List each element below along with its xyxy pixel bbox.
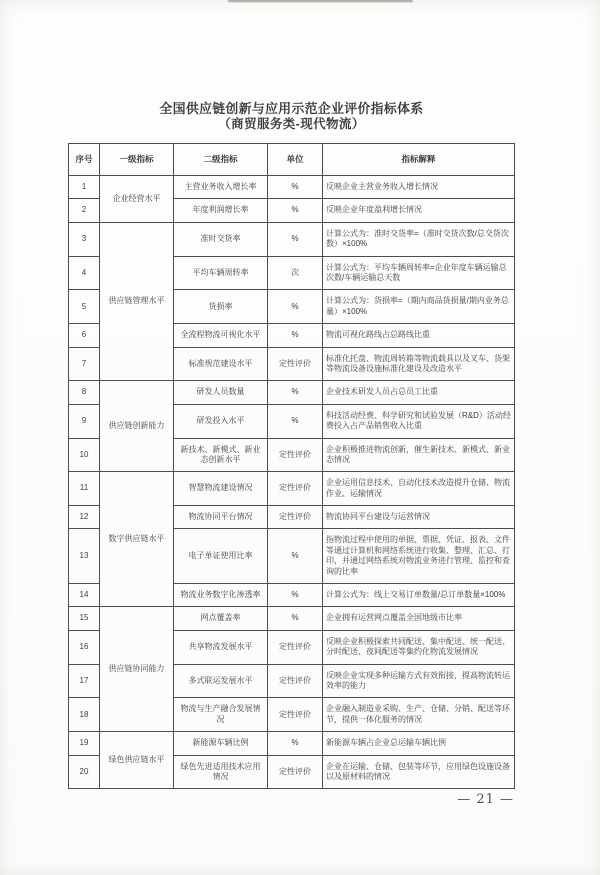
unit-cell: 定性评价 [268,664,323,698]
header-explanation: 指标解释 [323,144,515,176]
row-number: 15 [69,607,100,630]
explanation-cell: 企业技术研发人员占总员工比重 [323,381,515,404]
row-number: 19 [69,732,100,755]
page-number: — 21 — [457,792,514,807]
explanation-cell: 计算公式为：线上交易订单数量/总订单数量×100% [323,584,515,607]
unit-cell: 定性评价 [268,698,323,732]
level2-indicator-cell: 主营业务收入增长率 [174,176,268,199]
explanation-cell: 新能源车辆占企业总运输车辆比例 [323,732,515,755]
explanation-cell: 计算公式为：平均车辆周转率=企业年度车辆运输总次数/车辆运输总天数 [323,256,515,290]
row-number: 18 [69,698,100,732]
table-row [69,176,515,199]
explanation-cell: 计算公式为：货损率=（期内商品货损量/期内业务总量）×100% [323,290,515,324]
level2-indicator-cell: 物流业务数字化渗透率 [174,584,268,607]
table-row [69,607,515,630]
unit-cell: % [268,529,323,584]
unit-cell: % [268,199,323,222]
explanation-cell: 指物流过程中使用的单据、票据、凭证、报表、文件等通过计算机和网络系统进行收集、整理、汇总、打印，并通过网络系统对物流业务进行管理、监控和查询的比率 [323,529,515,584]
unit-cell: % [268,607,323,630]
level2-indicator-cell: 绿色先进适用技术应用情况 [174,755,268,789]
header-level1-indicator: 一级指标 [100,144,174,176]
level2-indicator-cell: 多式联运发展水平 [174,664,268,698]
unit-cell: 定性评价 [268,506,323,529]
unit-cell: % [268,381,323,404]
explanation-cell: 科技活动经费、科学研究和试验发展（R&D）活动经费投入占产品销售收入比重 [323,404,515,438]
row-number: 6 [69,324,100,347]
row-number: 14 [69,584,100,607]
table-row [69,222,515,256]
level2-indicator-cell: 物流协同平台情况 [174,506,268,529]
explanation-cell: 标准化托盘、物流周转箱等物流载具以及叉车、货架等物流设备设施标准化建设及改造水平 [323,347,515,381]
row-number: 10 [69,438,100,472]
unit-cell: % [268,584,323,607]
table-row [69,381,515,404]
level2-indicator-cell: 年度利润增长率 [174,199,268,222]
level2-indicator-cell: 共享物流发展水平 [174,630,268,664]
level2-indicator-cell: 新能源车辆比例 [174,732,268,755]
level2-indicator-cell: 标准规范建设水平 [174,347,268,381]
unit-cell: 定性评价 [268,755,323,789]
explanation-cell: 企业运用信息技术、自动化技术改造提升仓储、物流作业、运输情况 [323,472,515,506]
unit-cell: % [268,176,323,199]
table-row [69,472,515,506]
level2-indicator-cell: 全流程物流可视化水平 [174,324,268,347]
row-number: 16 [69,630,100,664]
level2-indicator-cell: 电子单证使用比率 [174,529,268,584]
explanation-cell: 反映企业积极探索共同配送、集中配送、统一配送、分时配送、夜间配送等集约化物流发展情况 [323,630,515,664]
unit-cell: % [268,732,323,755]
explanation-cell: 企业在运输、仓储、包装等环节，应用绿色设施设备以及原材料的情况 [323,755,515,789]
row-number: 8 [69,381,100,404]
unit-cell: 定性评价 [268,630,323,664]
level2-indicator-cell: 研发投入水平 [174,404,268,438]
evaluation-indicator-table [68,143,515,789]
explanation-cell: 企业融入制造业采购、生产、仓储、分销、配送等环节，提供一体化服务的情况 [323,698,515,732]
row-number: 5 [69,290,100,324]
table-header-row [69,144,515,176]
row-number: 12 [69,506,100,529]
level1-indicator-cell: 供应链管理水平 [100,222,174,381]
header-serial-number: 序号 [69,144,100,176]
level2-indicator-cell: 新技术、新模式、新业态创新水平 [174,438,268,472]
level1-indicator-cell: 绿色供应链水平 [100,732,174,789]
scan-artifact [228,0,413,2]
explanation-cell: 物流可视化路线占总路线比重 [323,324,515,347]
row-number: 17 [69,664,100,698]
explanation-cell: 反映企业实现多种运输方式有效衔接，提高物流转运效率的能力 [323,664,515,698]
level2-indicator-cell: 智慧物流建设情况 [174,472,268,506]
level2-indicator-cell: 准时交货率 [174,222,268,256]
row-number: 11 [69,472,100,506]
header-unit: 单位 [268,144,323,176]
explanation-cell: 企业积极推进物流创新，催生新技术、新模式、新业态情况 [323,438,515,472]
explanation-cell: 计算公式为：准时交货率=（准时交货次数/总交货次数）×100% [323,222,515,256]
unit-cell: % [268,222,323,256]
row-number: 4 [69,256,100,290]
unit-cell: 定性评价 [268,347,323,381]
unit-cell: 定性评价 [268,438,323,472]
level1-indicator-cell: 供应链创新能力 [100,381,174,472]
level1-indicator-cell: 数字供应链水平 [100,472,174,607]
unit-cell: % [268,290,323,324]
row-number: 7 [69,347,100,381]
row-number: 1 [69,176,100,199]
row-number: 3 [69,222,100,256]
level2-indicator-cell: 物流与生产融合发展情况 [174,698,268,732]
unit-cell: 次 [268,256,323,290]
explanation-cell: 物流协同平台建设与运营情况 [323,506,515,529]
row-number: 9 [69,404,100,438]
explanation-cell: 企业拥有运营网点覆盖全国地级市比率 [323,607,515,630]
unit-cell: 定性评价 [268,472,323,506]
row-number: 13 [69,529,100,584]
page-title: 全国供应链创新与应用示范企业评价指标体系 [159,101,424,116]
table-row [69,732,515,755]
page-subtitle: （商贸服务类-现代物流） [218,116,365,131]
header-level2-indicator: 二级指标 [174,144,268,176]
document-title-block [68,101,515,133]
unit-cell: % [268,324,323,347]
level2-indicator-cell: 货损率 [174,290,268,324]
level2-indicator-cell: 平均车辆周转率 [174,256,268,290]
level1-indicator-cell: 供应链协同能力 [100,607,174,732]
row-number: 20 [69,755,100,789]
level2-indicator-cell: 研发人员数量 [174,381,268,404]
level1-indicator-cell: 企业经营水平 [100,176,174,223]
row-number: 2 [69,199,100,222]
unit-cell: % [268,404,323,438]
explanation-cell: 反映企业年度盈利增长情况 [323,199,515,222]
explanation-cell: 反映企业主营业务收入增长情况 [323,176,515,199]
level2-indicator-cell: 网点覆盖率 [174,607,268,630]
